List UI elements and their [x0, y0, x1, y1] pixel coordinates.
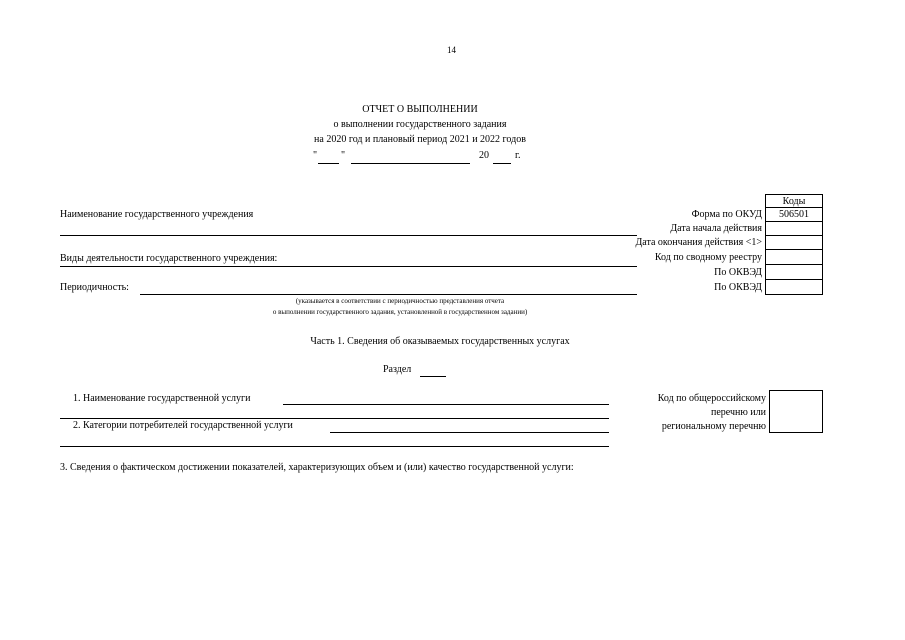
date-day-field[interactable] [318, 163, 339, 164]
form-okud-label: Форма по ОКУД [691, 209, 762, 220]
registry-code-cell[interactable] [765, 249, 823, 265]
codes-header: Коды [765, 194, 823, 208]
service-name-label: 1. Наименование государственной услуги [73, 393, 251, 404]
report-period: на 2020 год и плановый период 2021 и 2022 годов [314, 134, 526, 145]
activity-types-label: Виды деятельности государственного учреждения: [60, 253, 278, 264]
section-label: Раздел [383, 364, 412, 375]
consumer-categories-line-2[interactable] [60, 446, 609, 447]
page-number: 14 [447, 45, 456, 55]
consumer-categories-line[interactable] [330, 432, 609, 433]
date-year-field[interactable] [493, 163, 511, 164]
start-date-label: Дата начала действия [670, 223, 762, 234]
service-name-line-2[interactable] [60, 418, 609, 419]
date-year-suffix: г. [515, 150, 521, 161]
periodicity-line[interactable] [140, 294, 637, 295]
activity-types-line[interactable] [60, 266, 637, 267]
periodicity-note-line1: (указывается в соответствии с периодичностью представления отчета [295, 297, 505, 305]
date-year-prefix: 20 [479, 150, 489, 161]
date-quote-open: " [313, 150, 318, 161]
end-date-cell[interactable] [765, 235, 823, 250]
date-month-field[interactable] [351, 163, 470, 164]
okved-2-label: По ОКВЭД [714, 282, 762, 293]
section-number-field[interactable] [420, 376, 446, 377]
institution-name-line[interactable] [60, 235, 637, 236]
start-date-cell[interactable] [765, 221, 823, 236]
service-name-line[interactable] [283, 404, 609, 405]
registry-code-label-line3: региональному перечню [661, 421, 766, 432]
okved-1-cell[interactable] [765, 264, 823, 280]
end-date-label: Дата окончания действия <1> [635, 237, 762, 248]
part1-title: Часть 1. Сведения об оказываемых государственных услугах [310, 336, 570, 347]
date-quote-close: " [341, 150, 346, 161]
registry-code-label-line2: перечню или [710, 407, 766, 418]
okud-code-cell[interactable]: 506501 [765, 207, 823, 222]
registry-code-label-line1: Код по общероссийскому [657, 393, 766, 404]
institution-name-label: Наименование государственного учреждения [60, 209, 254, 220]
indicators-heading: 3. Сведения о фактическом достижении показателей, характеризующих объем и (или) качество государственной услуги: [60, 462, 574, 473]
okved-1-label: По ОКВЭД [714, 267, 762, 278]
okved-2-cell[interactable] [765, 279, 823, 295]
report-title: ОТЧЕТ О ВЫПОЛНЕНИИ [362, 104, 478, 115]
periodicity-note-line2: о выполнении государственного задания, установленной в государственном задании) [272, 308, 528, 316]
registry-code-label: Код по сводному реестру [654, 252, 762, 263]
service-registry-code-box[interactable] [769, 390, 823, 433]
consumer-categories-label: 2. Категории потребителей государственной услуги [73, 420, 293, 431]
periodicity-label: Периодичность: [60, 282, 129, 293]
report-subtitle: о выполнении государственного задания [333, 119, 507, 130]
